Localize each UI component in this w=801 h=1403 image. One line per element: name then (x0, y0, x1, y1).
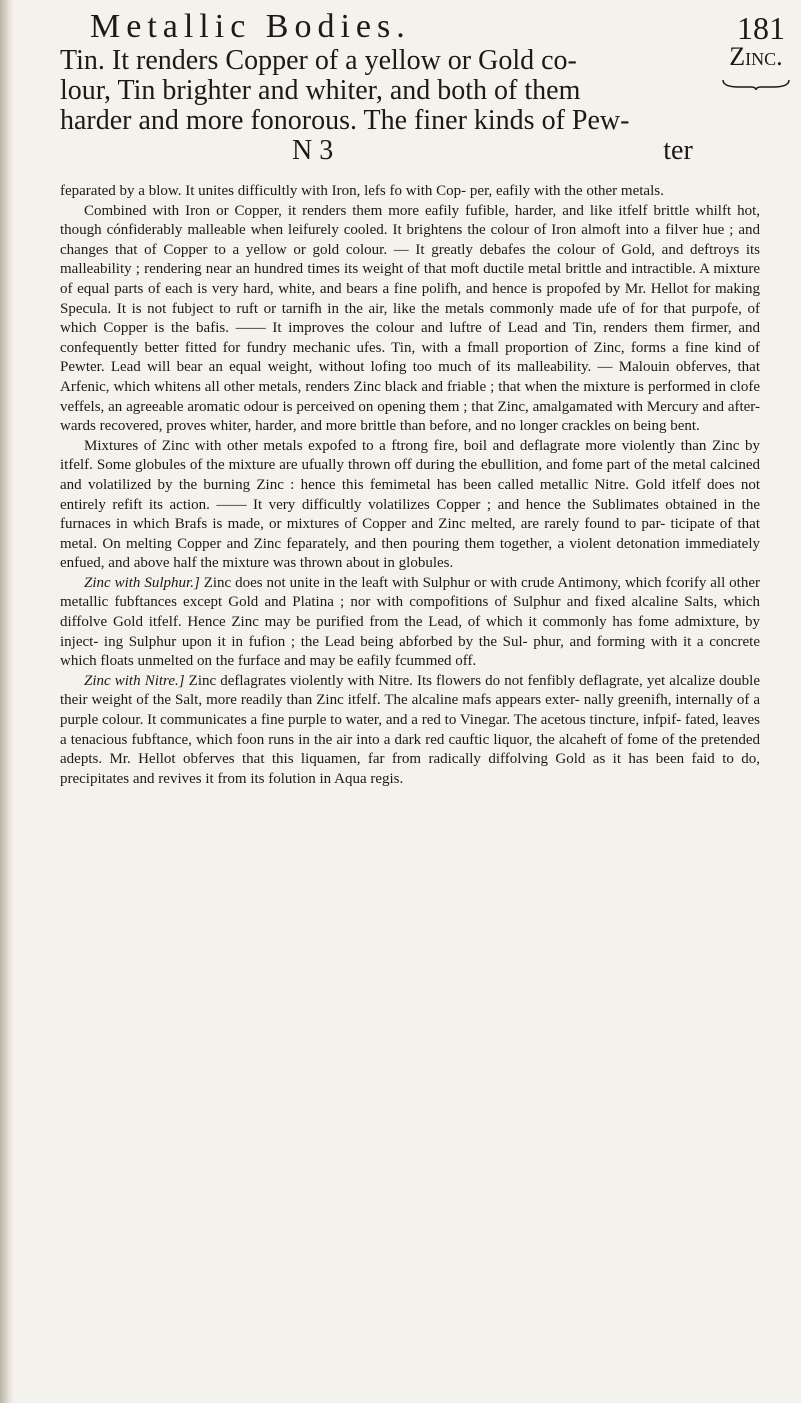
brace-icon (721, 78, 791, 90)
marginal-note: Zinc. (729, 42, 783, 71)
running-head: Metallic Bodies. (90, 8, 411, 45)
paragraph: Mixtures of Zinc with other metals expofed to a ftrong fire, boil and deflagrate more violently than Zinc by itfelf. Some globules of the mixture are ufually thrown off during the ebullition, and fome part of the metal calcined and volatilized by the burning Zinc : hence this femimetal has been called metallic Nitre. Gold itfelf does not entirely refift its action. —— It very difficultly volatilizes Copper ; and hence the Sublimates obtained in the furnaces in which Brafs is made, or mixtures of Copper and Zinc melted, are rarely found to par- ticipate of that metal. On melting Copper and Zinc feparately, and then pouring them together, a violent detonation immediately enfued, and above half the mixture was thrown about in globules. (60, 437, 760, 572)
body-text (60, 182, 760, 789)
paragraph: feparated by a blow. It unites difficultly with Iron, lefs fo with Cop- per, eafily with the other metals. (60, 183, 664, 199)
paragraph-heading: Zinc with Nitre.] (84, 672, 185, 689)
page-number: 181 (737, 10, 785, 46)
signature-mark: N 3 (292, 135, 334, 166)
paragraph: Zinc with Nitre.] Zinc deflagrates violently with Nitre. Its flowers do not fenfibly deflagrate, yet alcalize double their weight of the Salt, more readily than Zinc itfelf. The alcaline mafs appears exter- nally greenifh, internally of a purple colour. It communicates a fine purple to water, and a red to Vinegar. The acetous tincture, infpif- fated, leaves a tenacious fubftance, which foon runs in the air into a dark red cauftic liquor, the alcaheft of fome of the pretended adepts. Mr. Hellot obferves that this liquamen, far from radically diffolving Gold as it has been faid to do, precipitates and revives it from its folution in Aqua regis. (60, 672, 760, 787)
catchword: ter (663, 135, 693, 166)
paragraph: Zinc with Sulphur.] Zinc does not unite in the leaft with Sulphur or with crude Antimony, which fcorify all other metallic fubftances except Gold and Platina ; nor with compofitions of Sulphur and fixed alcaline Salts, which diffolve Gold itfelf. Hence Zinc may be purified from the Lead, of which it commonly has fome admixture, by inject- ing Sulphur upon it in fufion ; the Lead being abforbed by the Sul- phur, and forming with it a concrete which floats unmelted on the furface and may be eafily fcummed off. (60, 574, 761, 670)
lead-line: harder and more fonorous. The finer kinds of Pew- (60, 105, 630, 136)
binding-gutter (0, 0, 14, 1403)
paragraph-heading: Zinc with Sulphur.] (84, 574, 200, 591)
lead-line: Tin. It renders Copper of a yellow or Gold co- (60, 45, 577, 76)
paragraph: Combined with Iron or Copper, it renders them more eafily fufible, harder, and like itfelf brittle whilft hot, though cónfiderably malleable when leifurely cooled. It brightens the colour of Iron almoft into a filver hue ; and changes that of Copper to a yellow or gold colour. — It greatly debafes the colour of Gold, and deftroys its malleability ; rendering near an hundred times its weight of that moft ductile metal brittle and intractible. A mixture of equal parts of each is very hard, white, and bears a fine polifh, and hence is propofed by Mr. Hellot for making Specula. It is not fubject to ruft or tarnifh in the air, like the metals commonly made ufe of for that purpofe, of which Copper is the bafis. —— It improves the colour and luftre of Lead and Tin, renders them firmer, and confequently better fitted for fundry mechanic ufes. Tin, with a fmall proportion of Zinc, forms a fine kind of Pewter. Lead will bear an equal weight, without lofing too much of its malleability. — Malouin obferves, that Arfenic, which whitens all other metals, renders Zinc black and friable ; that when the mixture is performed in clofe veffels, an agreeable aromatic odour is perceived on opening them ; that Zinc, amalgamated with Mercury and after- wards recovered, proves whiter, harder, and more brittle than before, and no longer crackles on being bent. (60, 202, 760, 435)
signature-line (60, 136, 720, 166)
preceding-page-lines (60, 46, 720, 166)
lead-line: lour, Tin brighter and whiter, and both of them (60, 75, 581, 106)
